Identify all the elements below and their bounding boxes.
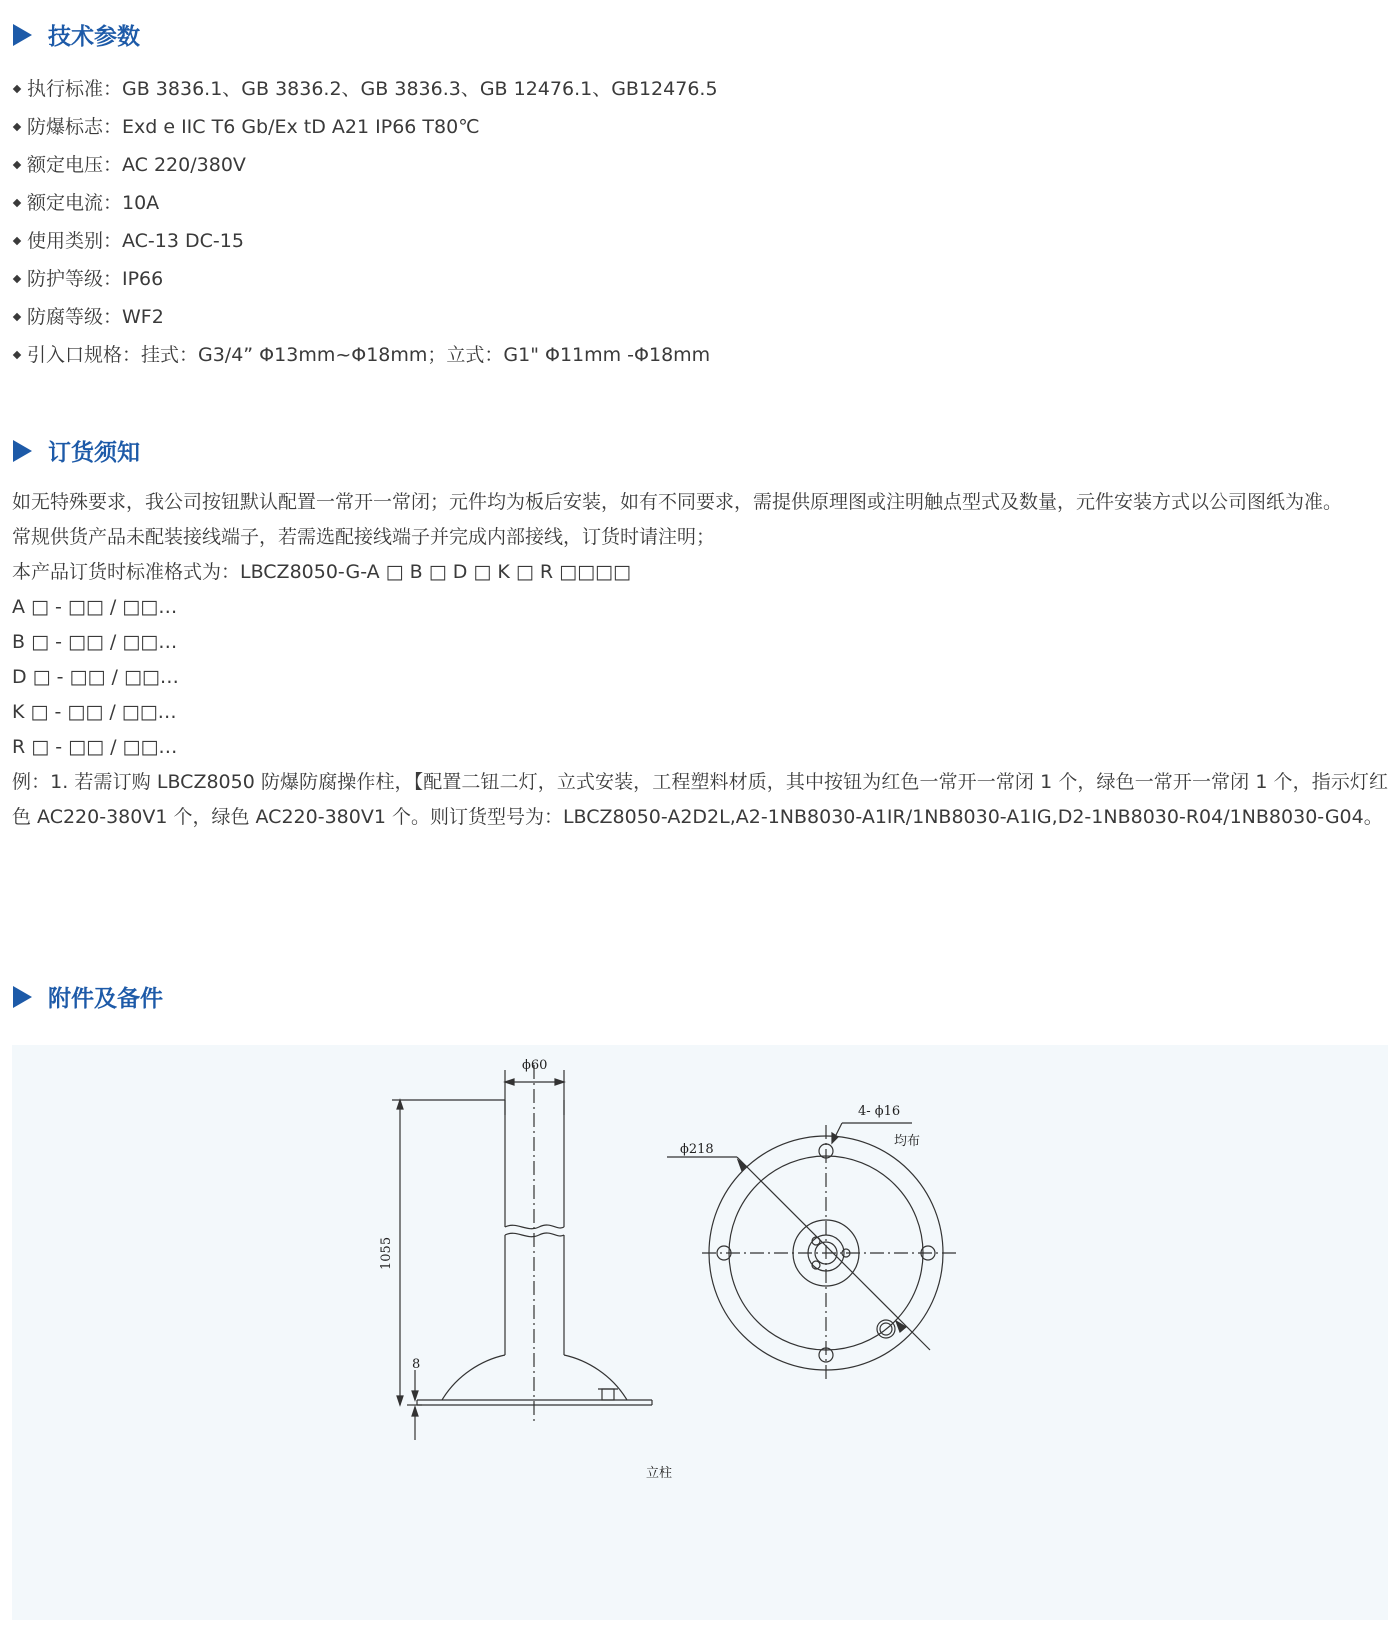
ordering-notes: [12, 485, 1388, 835]
dim-pcd-label: ϕ218: [680, 1142, 714, 1157]
section-title-text: 附件及备件: [48, 986, 163, 1012]
list-item: 引入口规格：挂式：G3/4” Φ13mm~Φ18mm；立式：G1" Φ11mm -Φ18mm: [12, 336, 718, 374]
drawing-caption: 立柱: [646, 1466, 673, 1481]
column-drawing: [12, 1045, 1388, 1620]
dim-holes-label: 4- ϕ16: [858, 1104, 901, 1119]
section-title-ordering: [13, 434, 140, 467]
code-row-b: B □ - □□ / □□…: [12, 631, 178, 653]
technical-drawing-panel: [12, 1045, 1388, 1620]
order-paragraph-2: 常规供货产品未配装接线端子，若需选配接线端子并完成内部接线，订货时请注明；: [12, 526, 716, 548]
bullet-diamond-icon: [13, 237, 21, 245]
bullet-diamond-icon: [13, 161, 21, 169]
base-plan-view: [667, 1104, 957, 1380]
section-title-accessories: [13, 980, 163, 1013]
section-title-text: 技术参数: [48, 24, 140, 50]
bullet-diamond-icon: [13, 313, 21, 321]
dim-height-label: 1055: [379, 1236, 394, 1270]
list-item: 额定电压：AC 220/380V: [12, 146, 718, 184]
code-row-a: A □ - □□ / □□…: [12, 596, 178, 618]
bullet-diamond-icon: [13, 199, 21, 207]
list-item: 防护等级：IP66: [12, 260, 718, 298]
list-item: 使用类别：AC-13 DC-15: [12, 222, 718, 260]
code-row-k: K □ - □□ / □□…: [12, 701, 177, 723]
code-row-r: R □ - □□ / □□…: [12, 736, 178, 758]
list-item: 防腐等级：WF2: [12, 298, 718, 336]
note-even-label: 均布: [894, 1134, 921, 1149]
order-example: 例：1. 若需订购 LBCZ8050 防爆防腐操作柱，【配置二钮二灯，立式安装，工程塑料材质，其中按钮为红色一常开一常闭 1 个，绿色一常开一常闭 1 个，指示灯红色 AC220-380V1 个，绿色 AC220-380V1 个。则订货型号为：LBCZ8050-A2D2L,A2-1NB8030-A1IR/1NB8030-A1IG,D2-1NB8030-R04/1NB8030-G04。: [12, 771, 1388, 828]
code-row-d: D □ - □□ / □□…: [12, 666, 179, 688]
triangle-right-icon: [13, 24, 32, 46]
column-side-view: [379, 1058, 652, 1440]
spec-list: [12, 70, 718, 374]
bullet-diamond-icon: [13, 275, 21, 283]
bullet-diamond-icon: [13, 351, 21, 359]
list-item: 执行标准：GB 3836.1、GB 3836.2、GB 3836.3、GB 12476.1、GB12476.5: [12, 70, 718, 108]
bullet-diamond-icon: [13, 123, 21, 131]
list-item: 额定电流：10A: [12, 184, 718, 222]
order-paragraph-1: 如无特殊要求，我公司按钮默认配置一常开一常闭；元件均为板后安装，如有不同要求，需提供原理图或注明触点型式及数量，元件安装方式以公司图纸为准。: [12, 491, 1343, 513]
order-format: 本产品订货时标准格式为：LBCZ8050-G-A □ B □ D □ K □ R □□□□: [12, 561, 631, 583]
triangle-right-icon: [13, 986, 32, 1008]
section-title-tech-params: [13, 18, 140, 51]
dim-diameter-label: ϕ60: [522, 1058, 548, 1073]
dim-base-label: 8: [412, 1357, 421, 1372]
bullet-diamond-icon: [13, 85, 21, 93]
section-title-text: 订货须知: [48, 440, 140, 466]
triangle-right-icon: [13, 440, 32, 462]
list-item: 防爆标志：Exd e IIC T6 Gb/Ex tD A21 IP66 T80℃: [12, 108, 718, 146]
